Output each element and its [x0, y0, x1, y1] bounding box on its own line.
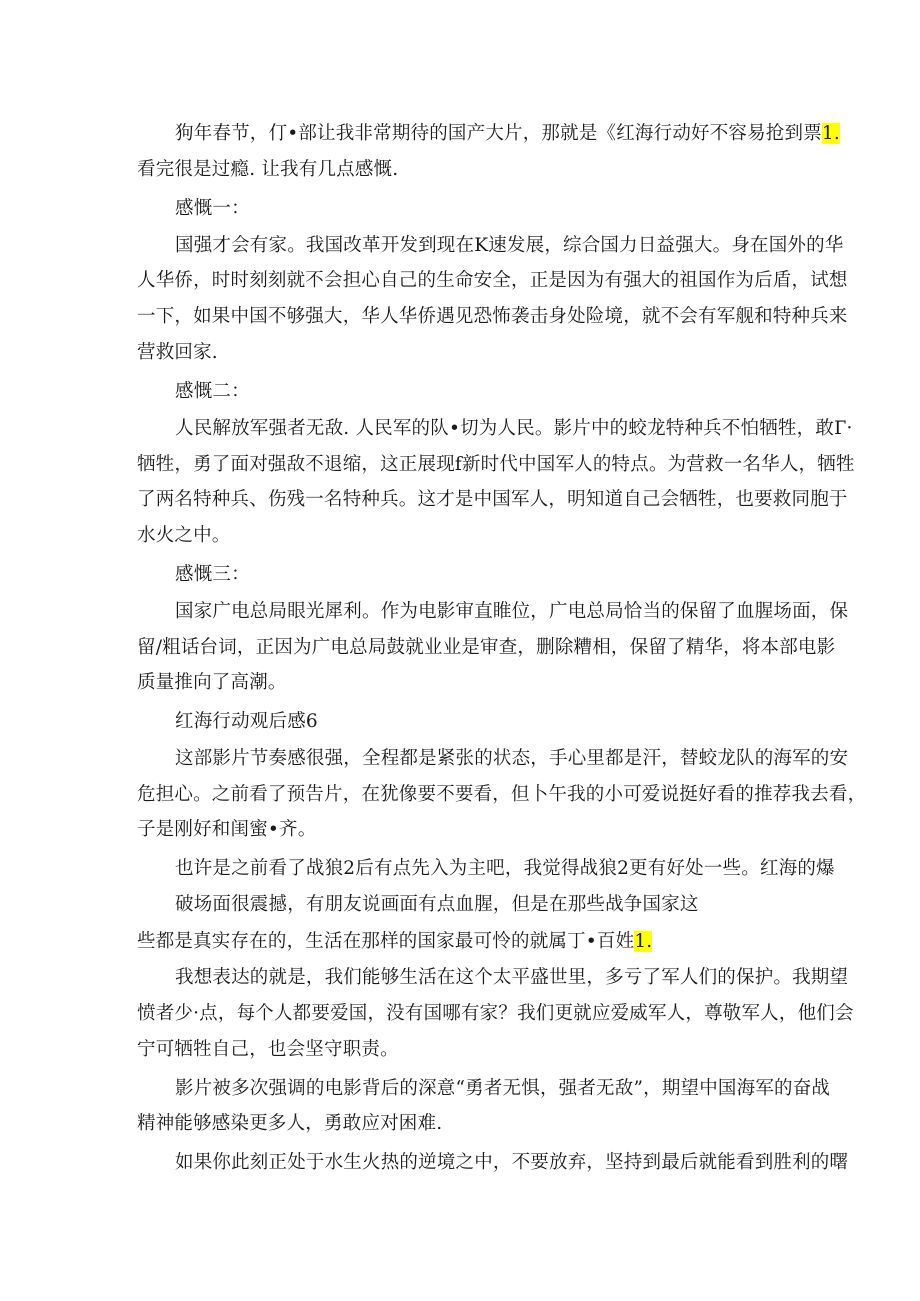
text-line: 狗年春节，仃•部让我非常期待的国产大片，那就是《红海行动好不容易抢到票1. [175, 123, 840, 144]
text-line: 人民解放军强者无敌. 人民军的队•切为人民。影片中的蛟龙特种兵不怕牺牲，敢Г· [175, 418, 853, 439]
section-heading: 感慨一： [175, 198, 250, 219]
text-line: 人华侨，时时刻刻就不会担心自己的生命安全，正是因为有强大的祖国作为后盾，试想 [137, 270, 848, 291]
text-line: 我想表达的就是，我们能够生活在这个太平盛世里，多亏了军人们的保护。我期望 [175, 967, 849, 988]
text-line: 宁可牺牲自己，也会坚守职责。 [137, 1039, 399, 1060]
text-line: 质量推向了高潮。 [137, 672, 287, 693]
text-line: 影片被多次强调的电影背后的深意“勇者无惧，强者无敌”，期望中国海军的奋战 [175, 1078, 831, 1099]
text-line: 国强才会有家。我国改革开发到现在K速发展，综合国力日益强大。身在国外的华 [175, 235, 844, 256]
text-line: 愤者少·点，每个人都要爱国，没有国哪有家？我们更就应爱威军人，尊敬军人，他们会 [137, 1003, 854, 1024]
section-heading: 感慨二： [175, 381, 250, 402]
highlighted-text: 1. [821, 123, 840, 144]
text-line: 破场面很震撼，有朋友说画面有点血腥，但是在那些战争国家这 [175, 894, 699, 915]
text-line: 一下，如果中国不够强大，华人华侨遇见恐怖袭击身处险境，就不会有军舰和特种兵来 [137, 306, 848, 327]
text-line: 国家广电总局眼光犀利。作为电影审直睢位，广电总局恰当的保留了血腥场面，保 [175, 601, 849, 622]
text-line: 也许是之前看了战狼2后有点先入为主吧，我觉得战狼2更有好处一些。红海的爆 [175, 858, 835, 879]
text-line: 营救回家. [137, 342, 218, 363]
text-line: 看完很是过瘾. 让我有几点感慨. [137, 159, 399, 180]
text-line: 些都是真实存在的，生活在那样的国家最可怜的就属丁•百姓1. [137, 931, 653, 952]
text-line: 如果你此刻正处于水生火热的逆境之中，不要放弃，坚持到最后就能看到胜利的曙 [175, 1152, 849, 1173]
text-line: 牺牲，勇了面对强敌不退缩，这正展现f新时代中国军人的特点。为营救一名华人，牺牲 [137, 454, 855, 475]
text-line: 了两名特种兵、伤残一名特种兵。这才是中国军人，明知道自己会牺牲，也要救同胞于 [137, 489, 848, 510]
section-heading: 感慨三： [175, 564, 250, 585]
text-line: 水火之中。 [137, 525, 231, 546]
text-line: 子是刚好和闺蜜•齐。 [137, 819, 317, 840]
highlighted-text: 1. [634, 931, 653, 952]
text-line: 精神能够感染更多人，勇敢应对困难. [137, 1113, 443, 1134]
section-heading: 红海行动观后感6 [175, 711, 318, 732]
text-line: 危担心。之前看了预告片，在犹像要不要看，但卜午我的小可爱说挺好看的推荐我去看， [137, 784, 867, 805]
text-line: 留/粗话台词，正因为广电总局鼓就业业是审查，删除糟相，保留了精华，将本部电影 [137, 637, 836, 658]
text-line: 这部影片节奏感很强，全程都是紧张的状态，手心里都是汗，替蛟龙队的海军的安 [175, 748, 849, 769]
